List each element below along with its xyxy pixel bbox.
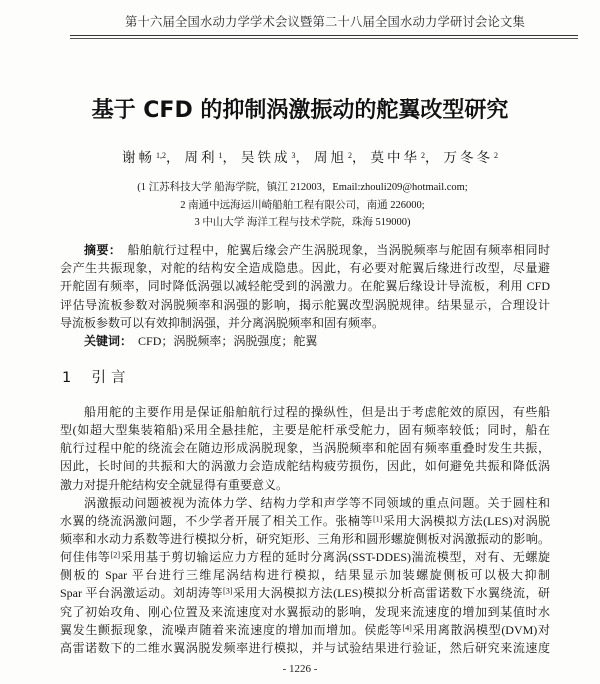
author-affiliation-mark: 3 [291,150,296,160]
abstract-line: 会产生共振现象，对舵的结构安全造成隐患。因此，有必要对舵翼后缘进行改型，尽量避 [60,261,550,276]
section-title: 引言 [91,370,131,386]
citation-mark: [4] [402,623,412,633]
affiliation-line: (1 江苏科技大学 船海学院，镇江 212003，Email:zhouli209@hotmail.com; [137,182,468,193]
affiliation-line: 3 中山大学 海洋工程与技术学院，珠海 519000) [194,217,411,229]
text-segment: 采用大涡模拟方法(LES)对涡脱 [382,513,550,528]
body-text [60,403,550,657]
text-segment: 采用大涡模拟方法(LES)模拟分析高雷诺数下水翼绕流，研 [232,586,550,601]
abstract-line [60,241,550,259]
text-line: 型(如超大型集装箱船)采用全悬挂舵，主要是舵杆承受舵力，固有频率较低；同时，船在 [60,423,550,438]
author-separator: ， [295,150,309,165]
section-number: 1 [62,370,72,386]
text-line [60,621,550,639]
text-segment: 采用离散涡模型(DVM)对 [411,622,550,637]
author-name: 周利 [184,150,218,165]
text-line [60,584,550,602]
paragraph [60,494,550,657]
author-affiliation-mark: 2 [494,150,498,160]
keywords [60,332,550,350]
affiliation-line: 2 南通中远海运川崎船舶工程有限公司，南通 226000; [180,199,425,211]
author-separator: ， [166,150,180,165]
author-affiliation-mark: 2 [421,150,425,160]
running-header: 第十六届全国水动力学学术会议暨第二十八届全国水动力学研讨会论文集 [125,15,525,29]
text-segment: 水翼的绕流涡激问题，不少学者开展了相关工作。张楠等 [60,513,373,528]
abstract-line: 评估导流板参数对涡脱频率和涡强的影响，揭示舵翼改型涡脱规律。结果显示，合理设计 [60,297,550,312]
citation-mark: [2] [110,550,121,560]
affiliation-list [0,179,600,232]
keywords-label: 关键词： [84,333,133,348]
citation-mark: [1] [372,514,383,524]
author-affiliation-mark: 1,2 [156,150,166,160]
text-segment: 何佳伟等 [60,550,111,565]
author-affiliation-mark: 1 [218,150,223,160]
text-segment: 翼发生颤振现象，流噪声随着来流速度的增加而增加。侯彪等 [60,622,403,637]
text-line: 侧板的 Spar 平台进行三维尾涡结构进行模拟，结果显示加装螺旋侧板可以极大抑制 [60,568,550,583]
text-line: 究了初始攻角、刚心位置及来流速度对水翼振动的影响，发现来流速度的增加到某值时水 [60,604,550,619]
paper-title: 基于 CFD 的抑制涡激振动的舵翼改型研究 [91,98,509,123]
text-segment: 采用基于剪切输运应力方程的延时分离涡(SST-DDES)湍流模型，对有、无螺旋 [120,550,550,565]
author-separator: ， [222,150,236,165]
author-name: 吴铁成 [241,150,291,165]
citation-mark: [3] [223,586,233,596]
abstract-label: 摘要： [84,243,122,257]
section-heading [62,369,131,387]
text-line: 激力对提升舵结构安全就显得有重要意义。 [60,477,289,492]
author-affiliation-mark: 2 [348,150,352,160]
text-line: 涡激振动问题被视为流体力学、结构力学和声学等不同领域的重点问题。关于圆柱和 [84,495,550,510]
abstract [60,241,550,350]
author-name: 莫中华 [370,150,420,165]
abstract-line: 开舵固有频率，同时降低涡强以减轻舵受到的涡激力。在舵翼后缘设计导流板，利用 CFD [60,279,550,294]
page-number: - 1226 - [282,663,318,675]
text-line [60,548,550,566]
author-name: 谢畅 [122,150,155,165]
text-line: 频率和水动力系数等进行模拟分析，研究矩形、三角形和圆形螺旋侧板对涡激振动的影响。 [60,531,550,546]
author-list [20,149,600,167]
text-line: 因此，长时间的共振和大的涡激力会造成舵结构疲劳损伤，因此，如何避免共振和降低涡 [60,459,550,474]
text-line: 高雷诺数下的二维水翼涡脱发频率进行模拟，并与试验结果进行验证，然后研究来流速度 [60,640,550,655]
abstract-line: 导流板参数可以有效抑制涡强，并分离涡脱频率和固有频率。 [60,315,385,330]
author-name: 周旭 [314,150,347,165]
keywords-text: CFD；涡脱频率；涡脱强度；舵翼 [138,333,318,348]
text-line: 航行过程中舵的绕流会在随边形成涡脱现象，当涡脱频率和舵固有频率重叠时发生共振， [60,441,550,456]
author-separator: ， [352,150,366,165]
text-segment: Spar 平台涡激运动。刘胡涛等 [60,586,224,601]
author-separator: ， [425,150,439,165]
text-line: 船用舵的主要作用是保证船舶航行过程的操纵性，但是出于考虑舵效的原因，有些船 [84,405,550,419]
author-name: 万冬冬 [443,150,493,165]
header-rule [70,35,578,39]
text-line [60,512,550,530]
abstract-text: 船舶航行过程中，舵翼后缘会产生涡脱现象，当涡脱频率与舵固有频率相同时 [127,243,550,257]
paragraph [60,403,550,494]
